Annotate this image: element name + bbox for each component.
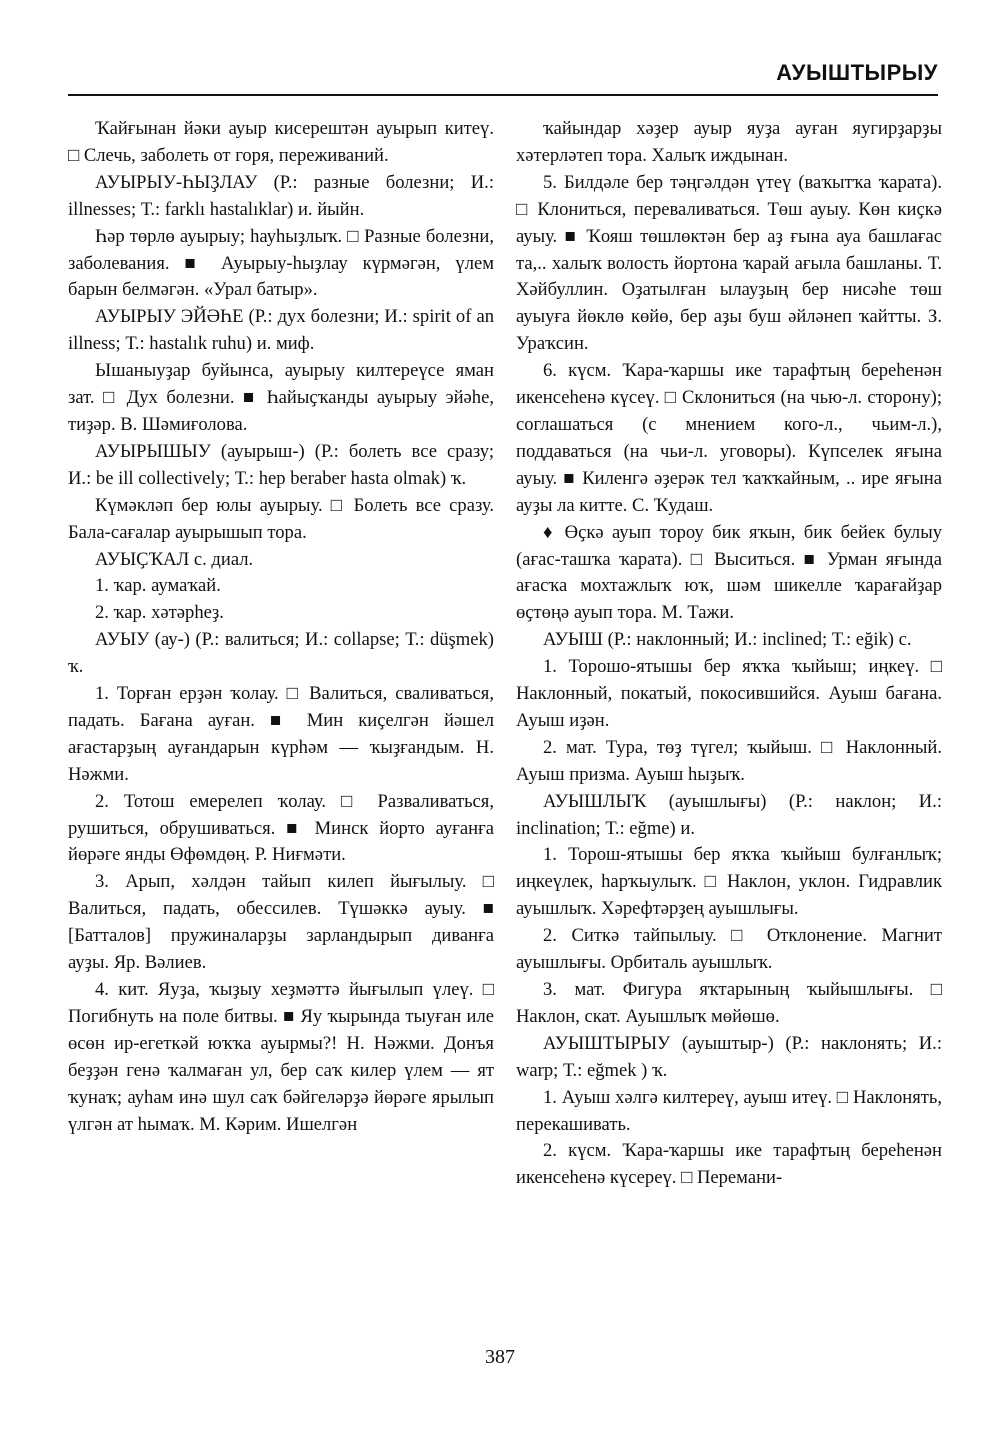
- entry-text: 2. күсм. Ҡара-ҡаршы ике тарафтың береһенән икенсеһенә күсереү. □ Перемани-: [516, 1140, 942, 1189]
- entry-text: 1. ҡар. аумаҡай.: [95, 575, 221, 597]
- entry-text: 1. Ауыш хәлгә килтереү, ауыш итеү. □ Наклонять, перекашивать.: [516, 1086, 942, 1135]
- entry-text: АУЫРЫУ ЭЙӘҺЕ (Р.: дух болезни; И.: spirit of an illness; Т.: hastalık ruhu) и. миф.: [68, 306, 494, 355]
- entry-text: 5. Билдәле бер тәңгәлдән үтеү (ваҡытҡа ҡарата). □ Клониться, переваливаться. Төш ауыу. Көн киҫкә ауыу. ■ Ҡояш төшлөктән бер аҙ ғына ауа башлағас та,.. халыҡ волость йортона ҡарай ағыла башланы. Т. Хәйбуллин. Оҙатылған ылауҙың бер нисәһе төш ауыуға йөклө көйө, бер аҙы буш әйләнеп ҡайтты. З. Ураҡсин.: [516, 171, 942, 355]
- entry-text: 3. Арып, хәлдән тайып килеп йығылыу. □ Валиться, падать, обессилев. Түшәккә ауыу. ■ [Батталов] пружиналарҙы зарландырып диванға ауҙы. Яр. Вәлиев.: [68, 871, 494, 974]
- entry-text: 6. күсм. Ҡара-ҡаршы ике тарафтың береһенән икенсеһенә күсеү. □ Склониться (на чью-л. сторону); соглашаться (с мнением кого-л., чьим-л.), поддаваться (на чьи-л. уговоры). Күпселек яғына ауыу. ■ Киленгә әҙерәк тел ҡаҡҡайным, .. ире яғына ауҙы ла китте. С. Ҡудаш.: [516, 360, 942, 516]
- entry-text: 1. Торған ерҙән ҡолау. □ Валиться, сваливаться, падать. Бағана ауған. ■ Мин киҫелгән йәшел ағастарҙың ауғандарын күрһәм — ҡыҙғандым. Н. Нәжми.: [68, 683, 494, 785]
- left-column: [68, 116, 494, 1138]
- entry-text: АУЫШ (Р.: наклонный; И.: inclined; Т.: eğik) с.: [543, 629, 912, 651]
- entry-text: ♦ Өҫкә ауып тороу бик яҡын, бик бейек булыу (ағас-ташҡа ҡарата). □ Выситься. ■ Урман яғында ағасҡа мохтажлыҡ юҡ, шәм шикелле ҡарағайҙар өҫтөңә ауып тора. М. Тажи.: [516, 521, 942, 624]
- entry-text: АУЫУ (ау-) (Р.: валиться; И.: collapse; Т.: düşmek) ҡ.: [68, 629, 494, 678]
- entry-text: ҡайындар хәҙер ауыр яуҙа ауған яугирҙарҙы хәтерләтеп тора. Халыҡ иждынан.: [516, 118, 942, 166]
- running-header-title: АУЫШТЫРЫУ: [776, 60, 938, 85]
- entry-text: АУЫШЛЫҠ (ауышлығы) (Р.: наклон; И.: inclination; Т.: eğme) и.: [516, 790, 942, 839]
- entry-text: АУЫРЫШЫУ (ауырыш-) (Р.: болеть все сразу; И.: be ill collectively; Т.: hep beraber hasta olmak) ҡ.: [68, 440, 494, 489]
- entry-text: Күмәкләп бер юлы ауырыу. □ Болеть все сразу. Бала-сағалар ауырышып тора.: [68, 494, 494, 543]
- entry-text: 4. кит. Яуҙа, ҡыҙыу хеҙмәттә йығылып үлеү. □ Погибнуть на поле битвы. ■ Яу ҡырында тыуған иле өсөн ир-егеткәй юҡҡа ауырмы?! Н. Нәжми. Донъя беҙҙән генә ҡалмаған ул, бер саҡ килер үлем — ят ҡунаҡ; ауһам инә шул саҡ бәйгеләрҙә йөрәге ярылып үлгән ат һымаҡ. М. Кәрим. Ишелгән: [68, 979, 494, 1135]
- running-header: [68, 58, 938, 96]
- entry-text: 1. Торошо-ятышы бер яҡҡа ҡыйыш; иңкеү. □ Наклонный, покатый, покосившийся. Ауыш бағана. Ауыш иҙән.: [516, 656, 942, 731]
- entry-text: 2. Ситкә тайпылыу. □ Отклонение. Магнит ауышлығы. Орбиталь ауышлыҡ.: [516, 925, 942, 974]
- entry-text: 2. ҡар. хәтәрһеҙ.: [95, 602, 224, 624]
- right-column: [516, 116, 942, 1192]
- entry-text: Һәр төрлө ауырыу; һауһыҙлыҡ. □ Разные болезни, заболевания. ■ Ауырыу-һыҙлау күрмәгән, үлем барын белмәгән. «Урал батыр».: [68, 225, 494, 301]
- entry-text: 3. мат. Фигура яҡтарының ҡыйышлығы. □ Наклон, скат. Ауышлыҡ мөйөшө.: [516, 979, 942, 1027]
- entry-text: АУЫҪҠАЛ с. диал.: [95, 548, 254, 570]
- entry-text: 1. Торош-ятышы бер яҡҡа ҡыйыш булғанлыҡ; иңкеүлек, һарҡыулыҡ. □ Наклон, уклон. Гидравлик ауышлыҡ. Хәрефтәрҙең ауышлығы.: [516, 844, 942, 920]
- entry-text: АУЫРЫУ-ҺЫҘЛАУ (Р.: разные болезни; И.: illnesses; Т.: farklı hastalıklar) и. йыйн.: [68, 171, 494, 220]
- entry-text: 2. мат. Тура, төҙ түгел; ҡыйыш. □ Наклонный. Ауыш призма. Ауыш һыҙыҡ.: [516, 736, 942, 785]
- entry-text: 2. Тотош емерелеп ҡолау. □ Разваливаться, рушиться, обрушиваться. ■ Минск йорто ауғанға йөрәге янды Өфөмдөң. Р. Ниғмәти.: [68, 790, 494, 866]
- entry-text: Ҡайғынан йәки ауыр кисерештән ауырып китеү. □ Слечь, заболеть от горя, переживаний.: [68, 118, 494, 166]
- page-number: 387: [485, 1346, 515, 1368]
- entry-text: Ышаныуҙар буйынса, ауырыу килтереүсе яман зат. □ Дух болезни. ■ Һайыҫҡанды ауырыу эйәһе, тиҙәр. В. Шәмиғолова.: [68, 360, 494, 435]
- entry-text: АУЫШТЫРЫУ (ауыштыр-) (Р.: наклонять; И.: warp; Т.: eğmek ) ҡ.: [516, 1032, 942, 1081]
